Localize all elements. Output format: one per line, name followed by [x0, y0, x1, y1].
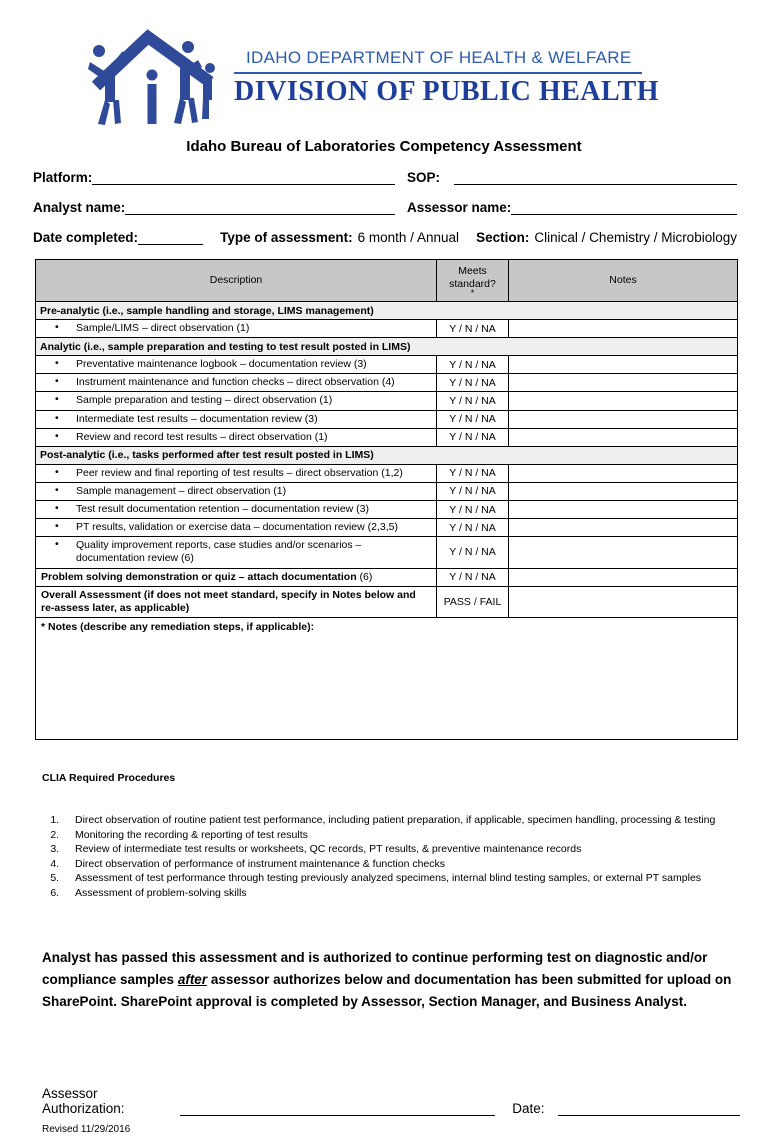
- section-title-cell: Post-analytic (i.e., tasks performed after test result posted in LIMS): [36, 446, 738, 464]
- clia-procedure-item: 2. Monitoring the recording & reporting of test results: [62, 829, 748, 843]
- meets-standard-cell: Y / N / NA: [437, 537, 509, 568]
- description-column-header: Description: [36, 260, 437, 302]
- table-row: [36, 356, 738, 374]
- form-fields: [33, 169, 737, 245]
- description-cell: Overall Assessment (if does not meet standard, specify in Notes below and re-assess later, as applicable): [36, 586, 437, 617]
- assessor-name-input-line: [511, 199, 737, 215]
- meets-standard-cell: Y / N / NA: [437, 519, 509, 537]
- notes-cell: [509, 374, 738, 392]
- type-of-assessment-label: Type of assessment:: [220, 230, 353, 245]
- notes-cell: [509, 428, 738, 446]
- assessor-authorization-signature-line: [180, 1100, 495, 1116]
- description-cell: • Sample preparation and testing – direct observation (1): [36, 392, 437, 410]
- idhw-family-house-logo-icon: [88, 24, 218, 134]
- sop-label: SOP:: [407, 170, 441, 185]
- clia-procedure-item: 1. Direct observation of routine patient test performance, including patient preparation, if applicable, specimen handling, processing & testing: [62, 814, 748, 828]
- date-completed-input-line: [138, 229, 203, 245]
- notes-cell: [509, 482, 738, 500]
- description-cell: • Instrument maintenance and function checks – direct observation (4): [36, 374, 437, 392]
- description-cell: • PT results, validation or exercise data – documentation review (2,3,5): [36, 519, 437, 537]
- date-label: Date:: [512, 1100, 545, 1116]
- section-header-row: [36, 302, 738, 320]
- notes-cell: [509, 392, 738, 410]
- assessor-authorization-label: Assessor Authorization:: [42, 1085, 125, 1116]
- table-row: [36, 320, 738, 338]
- description-cell: Problem solving demonstration or quiz – attach documentation (6): [36, 568, 437, 586]
- section-header-row: [36, 338, 738, 356]
- notes-cell: [509, 537, 738, 568]
- date-signature-line: [558, 1100, 740, 1116]
- table-row: [36, 501, 738, 519]
- clia-procedure-item: 6. Assessment of problem-solving skills: [62, 887, 748, 901]
- department-title: IDAHO DEPARTMENT OF HEALTH & WELFARE: [246, 48, 632, 67]
- meets-standard-cell: Y / N / NA: [437, 501, 509, 519]
- analyst-name-input-line: [125, 199, 395, 215]
- description-cell: • Quality improvement reports, case studies and/or scenarios – documentation review (6): [36, 537, 437, 568]
- bullet-icon: •: [55, 411, 59, 424]
- meets-standard-column-header: Meets standard? *: [437, 260, 509, 302]
- meets-standard-cell: Y / N / NA: [437, 374, 509, 392]
- meets-standard-cell: Y / N / NA: [437, 464, 509, 482]
- section-title-cell: Analytic (i.e., sample preparation and testing to test result posted in LIMS): [36, 338, 738, 356]
- meets-standard-cell: Y / N / NA: [437, 356, 509, 374]
- table-header-row: [36, 260, 738, 302]
- description-cell: • Test result documentation retention – documentation review (3): [36, 501, 437, 519]
- date-completed-label: Date completed:: [33, 230, 139, 245]
- section-header-row: [36, 446, 738, 464]
- description-cell: • Intermediate test results – documentation review (3): [36, 410, 437, 428]
- asterisk-mark: *: [470, 287, 475, 298]
- notes-row: [36, 617, 738, 739]
- field-row-names: [33, 199, 737, 215]
- revision-date: Revised 11/29/2016: [42, 1123, 131, 1135]
- description-cell: • Peer review and final reporting of test results – direct observation (1,2): [36, 464, 437, 482]
- field-row-date-type-section: [33, 229, 737, 245]
- clia-procedures-list: [0, 814, 768, 901]
- description-cell: • Preventative maintenance logbook – documentation review (3): [36, 356, 437, 374]
- bullet-icon: •: [55, 375, 59, 388]
- signature-row: [42, 1086, 740, 1116]
- notes-cell: [509, 586, 738, 617]
- platform-input-line: [92, 169, 395, 185]
- bullet-icon: •: [55, 321, 59, 333]
- bullet-icon: •: [55, 520, 59, 533]
- bullet-icon: •: [55, 393, 59, 406]
- table-row: [36, 428, 738, 446]
- table-row: [36, 392, 738, 410]
- bullet-icon: •: [55, 483, 59, 496]
- bullet-icon: •: [55, 429, 59, 442]
- sop-input-line: [454, 169, 737, 185]
- table-row: [36, 586, 738, 617]
- table-row: [36, 519, 738, 537]
- meets-standard-cell: Y / N / NA: [437, 428, 509, 446]
- bullet-icon: •: [55, 502, 59, 514]
- table-row: [36, 374, 738, 392]
- table-row: [36, 410, 738, 428]
- letterhead: [0, 0, 768, 134]
- header-divider: [234, 72, 642, 74]
- table-row: [36, 537, 738, 568]
- meets-standard-cell: Y / N / NA: [437, 392, 509, 410]
- description-cell: • Sample/LIMS – direct observation (1): [36, 320, 437, 338]
- remediation-notes-box: * Notes (describe any remediation steps, if applicable):: [36, 617, 738, 739]
- bullet-icon: •: [55, 357, 59, 370]
- notes-column-header: Notes: [509, 260, 738, 302]
- bullet-icon: •: [55, 465, 59, 478]
- clia-procedure-item: 3. Review of intermediate test results or worksheets, QC records, PT results, & preventive maintenance records: [62, 843, 748, 857]
- section-title-cell: Pre-analytic (i.e., sample handling and storage, LIMS management): [36, 302, 738, 320]
- section-label: Section:: [476, 230, 530, 245]
- platform-label: Platform:: [33, 170, 93, 185]
- clia-procedures-title: CLIA Required Procedures: [42, 771, 176, 784]
- table-row: [36, 482, 738, 500]
- notes-cell: [509, 410, 738, 428]
- section-options: Clinical / Chemistry / Microbiology: [534, 230, 737, 245]
- meets-standard-cell: Y / N / NA: [437, 410, 509, 428]
- bullet-icon: •: [55, 538, 59, 551]
- page-title: Idaho Bureau of Laboratories Competency Assessment: [186, 138, 582, 155]
- meets-standard-cell: PASS / FAIL: [437, 586, 509, 617]
- assessment-table-body: [36, 302, 738, 618]
- division-title: DIVISION OF PUBLIC HEALTH: [234, 76, 660, 107]
- table-row: [36, 464, 738, 482]
- clia-procedure-item: 4. Direct observation of performance of instrument maintenance & function checks: [62, 858, 748, 872]
- after-emphasis: after: [177, 971, 208, 987]
- type-of-assessment-options: 6 month / Annual: [357, 230, 459, 245]
- table-row: [36, 568, 738, 586]
- clia-procedure-item: 5. Assessment of test performance through testing previously analyzed specimens, internal blind testing samples, or external PT samples: [62, 872, 748, 886]
- notes-cell: [509, 356, 738, 374]
- field-row-platform-sop: [33, 169, 737, 185]
- notes-cell: [509, 320, 738, 338]
- meets-standard-cell: Y / N / NA: [437, 482, 509, 500]
- assessor-name-label: Assessor name:: [407, 200, 512, 215]
- notes-cell: [509, 501, 738, 519]
- meets-standard-cell: Y / N / NA: [437, 568, 509, 586]
- analyst-name-label: Analyst name:: [33, 200, 126, 215]
- notes-cell: [509, 519, 738, 537]
- notes-cell: [509, 464, 738, 482]
- meets-standard-cell: Y / N / NA: [437, 320, 509, 338]
- assessment-table: [35, 259, 738, 740]
- description-cell: • Review and record test results – direct observation (1): [36, 428, 437, 446]
- authorization-statement: Analyst has passed this assessment and is authorized to continue performing test on diagnostic and/or compliance samples after assessor authorizes below and documentation has been submitted for upload on SharePoint. SharePoint approval is completed by Assessor, Section Manager, and Business Analyst.: [42, 949, 732, 1010]
- description-cell: • Sample management – direct observation (1): [36, 482, 437, 500]
- notes-cell: [509, 568, 738, 586]
- masthead-text: [234, 24, 659, 134]
